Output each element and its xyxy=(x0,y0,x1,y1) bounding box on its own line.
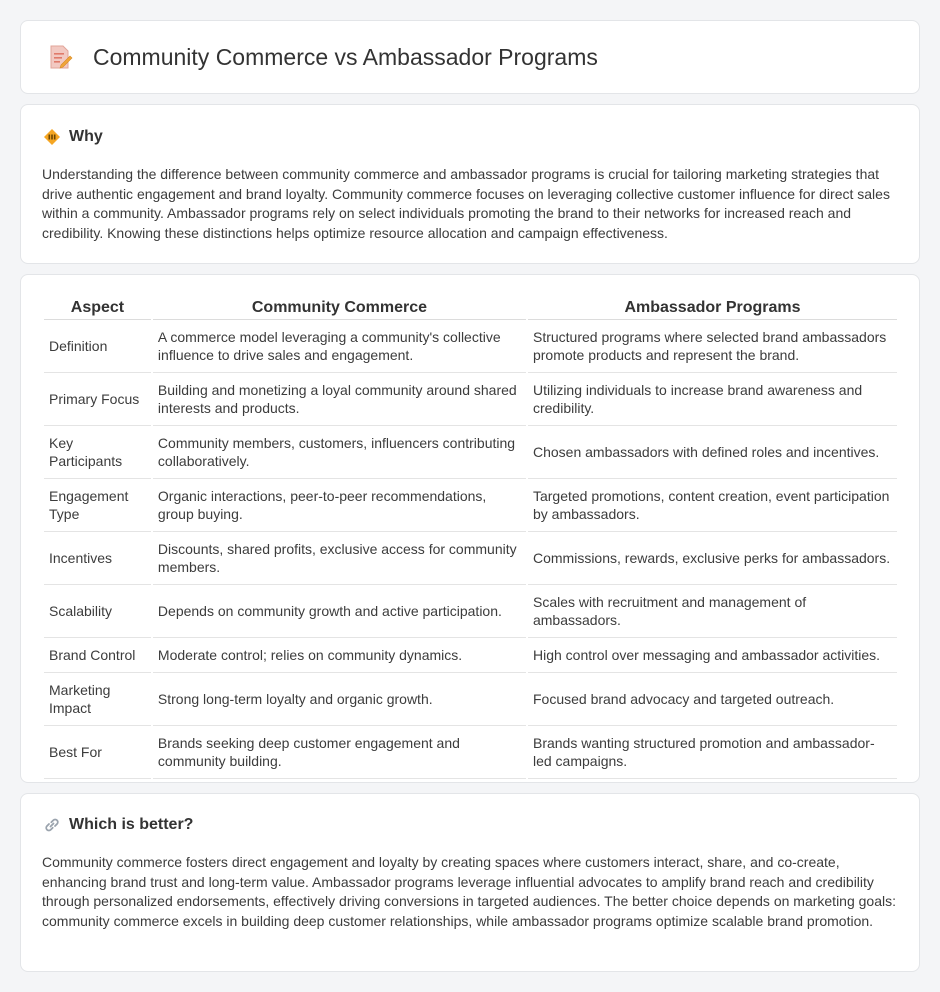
aspect-cell: Brand Control xyxy=(44,638,151,673)
community-commerce-cell: Building and monetizing a loyal community around shared interests and products. xyxy=(153,373,526,426)
ambassador-programs-cell: Scales with recruitment and management of ambassadors. xyxy=(528,585,897,638)
why-paragraph: Understanding the difference between community commerce and ambassador programs is crucial for tailoring marketing strategies that drive authentic engagement and brand loyalty. Community commerce focuses on leveraging collective customer influence for direct sales within a community. Ambassador programs rely on select individuals promoting the brand to their networks for increased reach and credibility. Knowing these distinctions helps optimize resource allocation and campaign effectiveness. xyxy=(42,166,890,241)
ambassador-programs-cell: Chosen ambassadors with defined roles and incentives. xyxy=(528,426,897,479)
table-row xyxy=(44,373,897,426)
why-heading xyxy=(43,128,103,146)
ambassador-programs-cell: Utilizing individuals to increase brand awareness and credibility. xyxy=(528,373,897,426)
ambassador-programs-cell: High control over messaging and ambassador activities. xyxy=(528,638,897,673)
community-commerce-cell: Organic interactions, peer-to-peer recommendations, group buying. xyxy=(153,479,526,532)
community-commerce-cell: Moderate control; relies on community dynamics. xyxy=(153,638,526,673)
aspect-cell: Scalability xyxy=(44,585,151,638)
table-row xyxy=(44,426,897,479)
header-community-commerce: Community Commerce xyxy=(153,297,526,320)
table-row xyxy=(44,585,897,638)
ambassador-programs-cell: Targeted promotions, content creation, event participation by ambassadors. xyxy=(528,479,897,532)
ambassador-programs-cell: Structured programs where selected brand ambassadors promote products and represent the brand. xyxy=(528,320,897,373)
community-commerce-cell: Brands seeking deep customer engagement and community building. xyxy=(153,726,526,779)
better-paragraph: Community commerce fosters direct engagement and loyalty by creating spaces where customers interact, share, and co-create, enhancing brand trust and long-term value. Ambassador programs leverage influential advocates to amplify brand reach and credibility through personalized endorsements, effectively driving conversions in targeted audiences. The better choice depends on marketing goals: community commerce excels in building deep customer relationships, while ambassador programs optimize scalable brand promotion. xyxy=(42,854,896,929)
comparison-table-card xyxy=(20,274,920,783)
community-commerce-cell: Depends on community growth and active participation. xyxy=(153,585,526,638)
table-row xyxy=(44,673,897,726)
page-title: Community Commerce vs Ambassador Programs xyxy=(93,43,598,70)
ambassador-programs-cell: Focused brand advocacy and targeted outreach. xyxy=(528,673,897,726)
community-commerce-cell: Discounts, shared profits, exclusive access for community members. xyxy=(153,532,526,585)
aspect-cell: Marketing Impact xyxy=(44,673,151,726)
better-heading-text: Which is better? xyxy=(69,816,194,833)
better-heading xyxy=(43,816,193,834)
table-row xyxy=(44,532,897,585)
which-is-better-card xyxy=(20,793,920,972)
table-row xyxy=(44,638,897,673)
ambassador-programs-cell: Commissions, rewards, exclusive perks for ambassadors. xyxy=(528,532,897,585)
header-aspect: Aspect xyxy=(44,297,151,320)
ambassador-programs-cell: Brands wanting structured promotion and ambassador-led campaigns. xyxy=(528,726,897,779)
community-commerce-cell: Community members, customers, influencers contributing collaboratively. xyxy=(153,426,526,479)
aspect-cell: Definition xyxy=(44,320,151,373)
table-row xyxy=(44,479,897,532)
header-ambassador-programs: Ambassador Programs xyxy=(528,297,897,320)
aspect-cell: Key Participants xyxy=(44,426,151,479)
why-card xyxy=(20,104,920,264)
community-commerce-cell: A commerce model leveraging a community's collective influence to drive sales and engagement. xyxy=(153,320,526,373)
table-row xyxy=(44,320,897,373)
comparison-table xyxy=(42,297,899,779)
table-header-row xyxy=(44,297,897,320)
aspect-cell: Best For xyxy=(44,726,151,779)
table-row xyxy=(44,726,897,779)
why-heading-text: Why xyxy=(69,128,103,145)
aspect-cell: Incentives xyxy=(44,532,151,585)
aspect-cell: Engagement Type xyxy=(44,479,151,532)
aspect-cell: Primary Focus xyxy=(44,373,151,426)
diamond-warning-icon xyxy=(43,128,61,146)
document-edit-icon xyxy=(47,44,73,70)
community-commerce-cell: Strong long-term loyalty and organic growth. xyxy=(153,673,526,726)
link-icon xyxy=(43,816,61,834)
title-card xyxy=(20,20,920,94)
